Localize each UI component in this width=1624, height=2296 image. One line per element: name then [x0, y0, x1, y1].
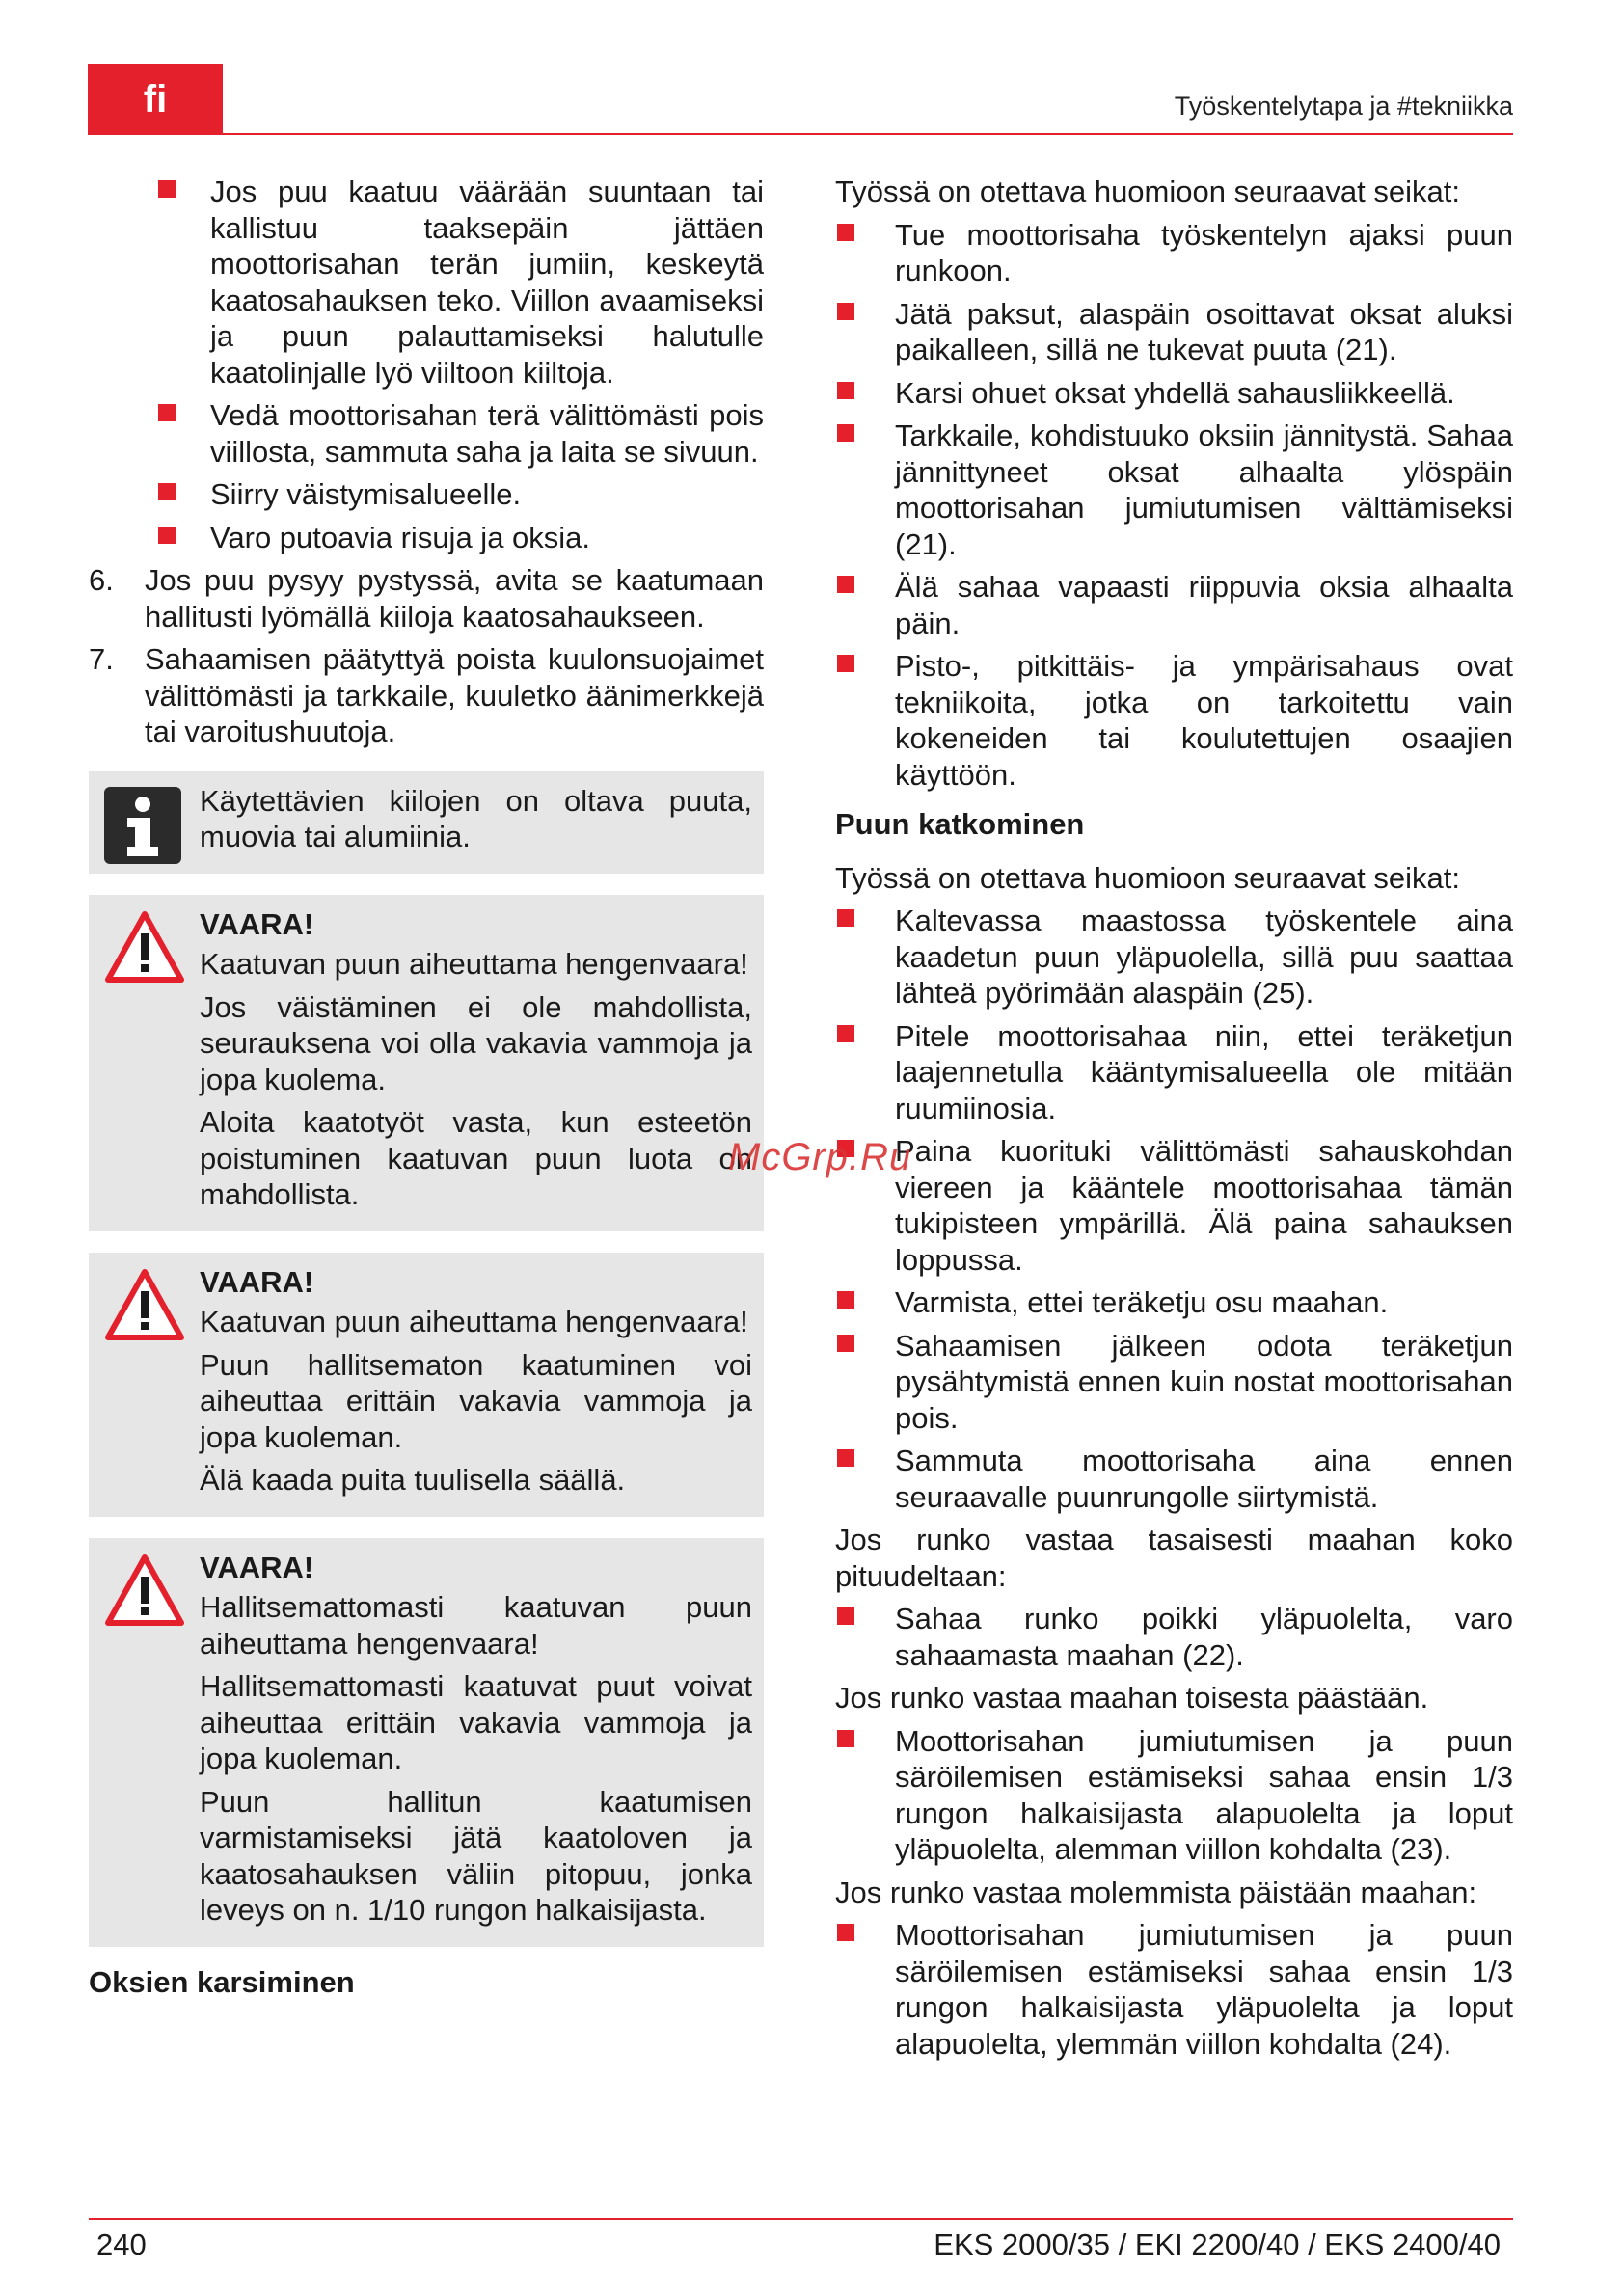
bullet-square-icon [837, 224, 854, 241]
header-rule [223, 133, 1513, 135]
list-item: Jos puu kaatuu väärään suuntaan tai kallistuu taaksepäin jättäen moottorisahan terän jumiin, keskeytä kaatosahauksen teko. Viillon avaamiseksi ja puun palauttamiseksi halutulle kaatolinjalle lyö viiltoon kiiltoja. [89, 174, 764, 391]
bullet-list [835, 1723, 1513, 1868]
list-item: Sahaa runko poikki yläpuolelta, varo sahaamasta maahan (22). [835, 1601, 1513, 1673]
bullet-square-icon [837, 1924, 854, 1941]
section-header: Työskentelytapa ja #tekniikka [1174, 92, 1513, 121]
right-column [835, 174, 1513, 2068]
numbered-step: 6. Jos puu pysyy pystyssä, avita se kaatumaan hallitusti lyömällä kiiloja kaatosahaukseen. [89, 563, 764, 634]
left-column [89, 174, 764, 2017]
bullet-list [835, 217, 1513, 794]
bullet-square-icon [837, 1730, 854, 1747]
list-item: Varo putoavia risuja ja oksia. [89, 520, 764, 556]
warning-triangle-icon [104, 1268, 185, 1350]
warning-box: VAARA! Kaatuvan puun aiheuttama hengenvaara! Jos väistäminen ei ole mahdollista, seurauksena voi olla vakavia vammoja ja jopa kuolema. Aloita kaatotyöt vasta, kun esteetön poistuminen kaatuvan puun luota on mahdollista. [89, 895, 764, 1231]
list-item: Moottorisahan jumiutumisen ja puun säröilemisen estämiseksi sahaa ensin 1/3 rungon halkaisijasta yläpuolelta ja loput alapuolelta, ylemmän viillon kohdalta (24). [835, 1917, 1513, 2062]
footer-rule [89, 2218, 1513, 2220]
bullet-square-icon [837, 382, 854, 399]
list-item: Paina kuorituki välittömästi sahauskohdan viereen ja kääntele moottorisahaa tämän tukipisteen ympärillä. Älä paina sahauksen loppussa. [835, 1133, 1513, 1278]
info-text: Käytettävien kiilojen on oltava puuta, muovia tai alumiinia. [200, 783, 752, 853]
intro-paragraph: Työssä on otettava huomioon seuraavat seikat: [835, 860, 1460, 895]
list-item: Karsi ohuet oksat yhdellä sahausliikkeellä. [835, 375, 1513, 412]
warning-box: VAARA! Kaatuvan puun aiheuttama hengenvaara! Puun hallitsematon kaatuminen voi aiheuttaa erittäin vakavia vammoja ja jopa kuoleman. Älä kaada puita tuulisella säällä. [89, 1253, 764, 1517]
watermark: McGrp.Ru [728, 1136, 912, 1178]
paragraph: Jos runko vastaa maahan toisesta päästään. [835, 1681, 1429, 1715]
bullet-square-icon [837, 303, 854, 320]
list-item: Sahaamisen jälkeen odota teräketjun pysähtymistä ennen kuin nostat moottorisahan pois. [835, 1328, 1513, 1437]
warning-title: VAARA! [200, 1264, 314, 1299]
bullet-square-icon [837, 576, 854, 593]
footer-model: EKS 2000/35 / EKI 2200/40 / EKS 2400/40 [934, 2228, 1501, 2261]
list-item: Sammuta moottorisaha aina ennen seuraavalle puunrungolle siirtymistä. [835, 1443, 1513, 1515]
bullet-square-icon [837, 1607, 854, 1625]
section-heading: Oksien karsiminen [89, 1964, 355, 1999]
language-tab: fi [88, 64, 223, 135]
bullet-list [835, 903, 1513, 1515]
list-item: Vedä moottorisahan terä välittömästi pois viillosta, sammuta saha ja laita se sivuun. [89, 397, 764, 470]
bullet-square-icon [837, 1449, 854, 1467]
warning-title: VAARA! [200, 1550, 314, 1584]
list-item: Tarkkaile, kohdistuuko oksiin jännitystä. Sahaa jännittyneet oksat alhaalta ylöspäin moottorisahan jumiutumisen välttämiseksi (21). [835, 418, 1513, 562]
bullet-square-icon [837, 1025, 854, 1042]
bullet-list [835, 1917, 1513, 2062]
warning-box: VAARA! Hallitsemattomasti kaatuvan puun aiheuttama hengenvaara! Hallitsemattomasti kaatuvat puut voivat aiheuttaa erittäin vakavia vammoja ja jopa kuoleman. Puun hallitun kaatumisen varmistamiseksi jätä kaatoloven ja kaatosahauksen väliin pitopuu, jonka leveys on n. 1/10 rungon halkaisijasta. [89, 1538, 764, 1947]
list-item: Pitele moottorisahaa niin, ettei teräketjun laajennetulla kääntymisalueella ole mitään ruumiinosia. [835, 1018, 1513, 1127]
left-bullet-list [89, 174, 764, 555]
list-item: Pisto-, pitkittäis- ja ympärisahaus ovat tekniikoita, jotka on tarkoitettu vain kokeneiden tai koulutettujen osaajien käyttöön. [835, 648, 1513, 793]
page-number: 240 [96, 2228, 147, 2261]
bullet-square-icon [837, 1291, 854, 1309]
list-item: Älä sahaa vapaasti riippuvia oksia alhaalta päin. [835, 569, 1513, 641]
list-item: Siirry väistymisalueelle. [89, 476, 764, 513]
info-note [89, 771, 764, 874]
intro-paragraph: Työssä on otettava huomioon seuraavat seikat: [835, 175, 1460, 208]
list-item: Tue moottorisaha työskentelyn ajaksi puun runkoon. [835, 217, 1513, 289]
warning-title: VAARA! [200, 906, 314, 941]
bullet-square-icon [158, 527, 176, 544]
paragraph: Jos runko vastaa molemmista päistään maahan: [835, 1875, 1477, 1909]
warning-triangle-icon [104, 1553, 185, 1635]
paragraph: Jos runko vastaa tasaisesti maahan koko pituudeltaan: [835, 1523, 1513, 1593]
section-heading: Puun katkominen [835, 807, 1085, 841]
list-item: Moottorisahan jumiutumisen ja puun säröilemisen estämiseksi sahaa ensin 1/3 rungon halkaisijasta alapuolelta ja loput yläpuolelta, alemman viillon kohdalta (23). [835, 1723, 1513, 1868]
numbered-step: 7. Sahaamisen päätyttyä poista kuulonsuojaimet välittömästi ja tarkkaile, kuuletko äänimerkkejä tai varoitushuutoja. [89, 642, 764, 748]
list-item: Kaltevassa maastossa työskentele aina kaadetun puun yläpuolella, sillä puu saattaa lähteä pyörimään alaspäin (25). [835, 903, 1513, 1012]
bullet-square-icon [158, 180, 176, 198]
bullet-square-icon [837, 909, 854, 927]
warning-triangle-icon [104, 910, 185, 992]
bullet-square-icon [837, 655, 854, 672]
bullet-square-icon [158, 483, 176, 500]
list-item: Varmista, ettei teräketju osu maahan. [835, 1284, 1513, 1321]
bullet-square-icon [158, 404, 176, 421]
bullet-square-icon [837, 424, 854, 442]
bullet-list [835, 1601, 1513, 1673]
bullet-square-icon [837, 1335, 854, 1352]
list-item: Jätä paksut, alaspäin osoittavat oksat aluksi paikalleen, sillä ne tukevat puuta (21). [835, 296, 1513, 368]
info-icon [104, 787, 181, 873]
